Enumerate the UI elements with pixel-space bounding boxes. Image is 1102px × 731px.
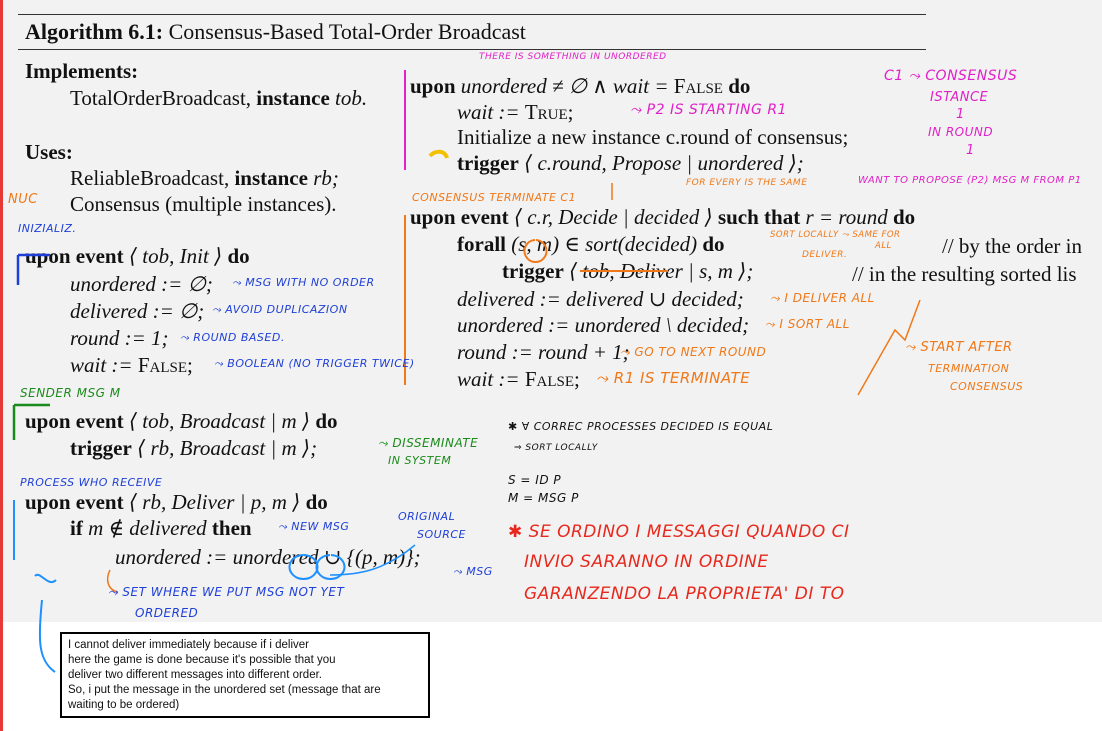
- comment-box: [60, 632, 430, 718]
- init-line-wait: wait := False;: [70, 353, 193, 377]
- note-original-1: ORIGINAL: [398, 510, 456, 523]
- note-italian-1: ✱ SE ORDINO I MESSAGGI QUANDO CI: [508, 522, 850, 542]
- note-r1-term: ⤳ R1 IS TERMINATE: [596, 369, 751, 387]
- note-termination: TERMINATION: [928, 362, 1010, 375]
- note-disseminate-1: ⤳ DISSEMINATE: [378, 436, 479, 450]
- implements-value: TotalOrderBroadcast, instance tob.: [70, 86, 368, 110]
- note-sort-loc2: ⇒ SORT LOCALLY: [514, 443, 598, 453]
- note-italian-3: GARANZENDO LA PROPRIETA' DI TO: [524, 584, 845, 604]
- note-consensus-term: CONSENSUS TERMINATE C1: [412, 191, 577, 204]
- note-disseminate-2: IN SYSTEM: [388, 454, 452, 467]
- decide-wait: wait := False;: [457, 367, 580, 391]
- unordered-trigger: trigger ⟨ c.round, Propose | unordered ⟩;: [457, 151, 804, 175]
- decide-forall: forall (s, m) ∈ sort(decided) do: [457, 232, 725, 256]
- note-start-after: ⤳ START AFTER: [905, 340, 1013, 355]
- init-line-unordered: unordered := ∅;: [70, 272, 213, 296]
- decide-comment-sorted: // in the resulting sorted lis: [852, 262, 1077, 286]
- note-set-where: ⤳ SET WHERE WE PUT MSG NOT YET: [108, 585, 345, 599]
- unordered-header: upon unordered ≠ ∅ ∧ wait = False do: [410, 74, 751, 98]
- note-process-who: PROCESS WHO RECEIVE: [20, 476, 163, 489]
- unordered-init-consensus: Initialize a new instance c.round of consensus;: [457, 125, 849, 149]
- decide-unordered: unordered := unordered \ decided;: [457, 313, 750, 337]
- implements-label: Implements:: [25, 59, 139, 83]
- comment-line: I cannot deliver immediately because if i deliver: [68, 639, 309, 651]
- broadcast-header: upon event ⟨ tob, Broadcast | m ⟩ do: [25, 409, 338, 433]
- note-want-propose: WANT TO PROPOSE (P2) MSG M FROM P1: [858, 175, 1082, 186]
- init-line-round: round := 1;: [70, 326, 169, 350]
- comment-line: deliver two different messages into different order.: [68, 669, 322, 681]
- note-msg-no-order: ⤳ MSG WITH NO ORDER: [232, 276, 375, 289]
- note-avoid-dup: ⤳ AVOID DUPLICAZION: [212, 303, 348, 316]
- note-arrow: [40, 600, 55, 672]
- note-consensus: CONSENSUS: [950, 380, 1024, 393]
- note-something: THERE IS SOMETHING IN UNORDERED: [479, 52, 667, 62]
- note-m-msg: M = MSG P: [508, 491, 579, 505]
- decide-round: round := round + 1;: [457, 340, 630, 364]
- note-one: 1: [956, 107, 965, 122]
- note-p2-start: ⤳ P2 IS STARTING R1: [630, 102, 787, 118]
- rbdeliver-header: upon event ⟨ rb, Deliver | p, m ⟩ do: [25, 490, 328, 514]
- init-header: upon event ⟨ tob, Init ⟩ do: [25, 244, 250, 268]
- uses-consensus: Consensus (multiple instances).: [70, 192, 337, 216]
- note-deliver-all: ⤳ I DELIVER ALL: [770, 291, 875, 305]
- p-circle: [290, 555, 318, 579]
- yellow-mark: [430, 152, 447, 158]
- note-new-msg: ⤳ NEW MSG: [278, 520, 350, 533]
- decide-delivered: delivered := delivered ∪ decided;: [457, 287, 744, 311]
- note-ordered: ORDERED: [135, 606, 199, 620]
- note-s-id: S = ID P: [508, 473, 562, 487]
- decide-trigger: trigger ⟨ tob, Deliver | s, m ⟩;: [502, 259, 754, 283]
- note-inizializ: INIZIALIZ.: [18, 222, 77, 235]
- note-boolean: ⤳ BOOLEAN (NO TRIGGER TWICE): [214, 357, 415, 370]
- note-deliver: DELIVER.: [802, 250, 848, 260]
- title-text: Consensus-Based Total-Order Broadcast: [168, 19, 526, 44]
- title-label: Algorithm 6.1:: [25, 19, 164, 44]
- note-sort-locally: SORT LOCALLY ⤳ SAME FOR: [770, 230, 901, 240]
- note-c1: C1 ⤳ CONSENSUS: [884, 68, 1018, 84]
- uses-rb: ReliableBroadcast, instance rb;: [70, 166, 339, 190]
- note-for-every: FOR EVERY IS THE SAME: [686, 178, 808, 188]
- rbdeliver-if: if m ∉ delivered then: [70, 516, 252, 540]
- note-original-2: SOURCE: [417, 528, 466, 541]
- broadcast-trigger: trigger ⟨ rb, Broadcast | m ⟩;: [70, 436, 318, 460]
- note-istance: ISTANCE: [930, 90, 989, 105]
- decide-header: upon event ⟨ c.r, Decide | decided ⟩ such that r = round do: [410, 205, 916, 229]
- comment-line: waiting to be ordered): [68, 699, 180, 711]
- note-msg: ⤳ MSG: [453, 565, 493, 578]
- note-all: ALL: [875, 241, 892, 251]
- unordered-wait-true: wait := True;: [457, 100, 574, 124]
- note-nuc: NUC: [8, 192, 38, 207]
- note-go-next: ⤳ GO TO NEXT ROUND: [620, 345, 767, 359]
- rbdeliver-body: unordered := unordered ∪ {(p, m)};: [115, 545, 421, 569]
- note-one-b: 1: [966, 143, 975, 158]
- note-italian-2: INVIO SARANNO IN ORDINE: [524, 552, 769, 572]
- note-round-based: ⤳ ROUND BASED.: [180, 331, 285, 344]
- note-sort-all: ⤳ I SORT ALL: [765, 317, 850, 331]
- decide-comment-order: // by the order in: [942, 234, 1082, 258]
- s-circle: [525, 240, 547, 262]
- note-in-round: IN ROUND: [928, 125, 994, 139]
- uses-label: Uses:: [25, 140, 73, 164]
- comment-line: here the game is done because it's possible that you: [68, 654, 336, 666]
- note-correct-proc: ✱ ∀ CORREC PROCESSES DECIDED IS EQUAL: [508, 420, 774, 433]
- note-sender: SENDER MSG M: [20, 386, 121, 400]
- init-line-delivered: delivered := ∅;: [70, 299, 205, 323]
- comment-line: So, i put the message in the unordered set (message that are: [68, 684, 381, 696]
